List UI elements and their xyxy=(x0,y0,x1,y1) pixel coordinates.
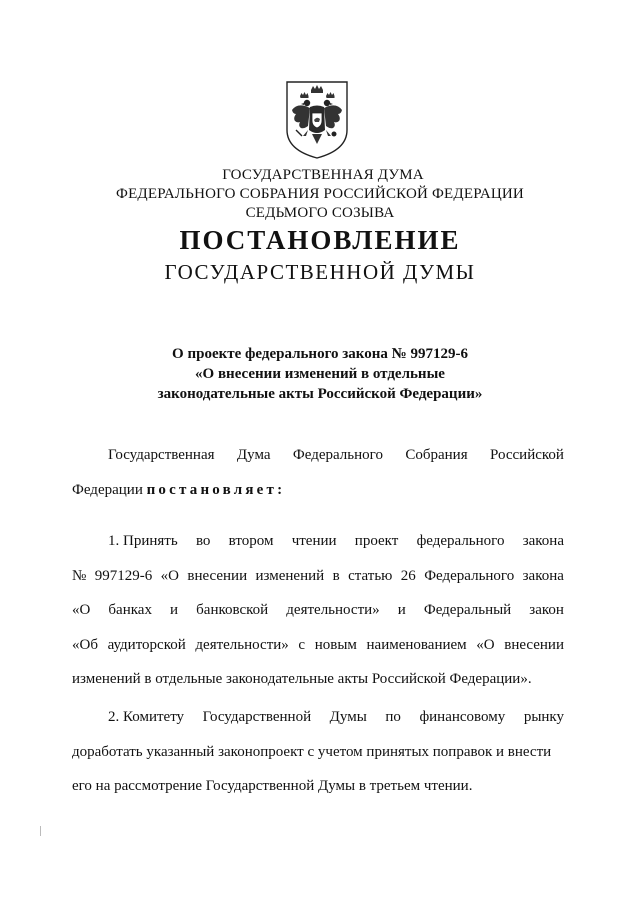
item-1-word: чтении xyxy=(291,533,337,549)
item-1-line-1 xyxy=(72,524,564,559)
item-2-word: 2. Комитету xyxy=(108,709,185,725)
item-1-word: «О xyxy=(160,567,179,584)
item-1-word: с xyxy=(298,636,306,653)
preamble-word: Собрания xyxy=(405,447,468,463)
item-1-word: деятельности» xyxy=(286,602,380,618)
item-1-word: Федерального xyxy=(424,567,515,584)
item-1-paragraph xyxy=(72,524,564,697)
item-1-word: Федеральный xyxy=(423,602,512,618)
preamble-word: Федерального xyxy=(292,447,383,463)
item-1-word: банках xyxy=(108,602,152,618)
preamble-line-2-start: Федерации xyxy=(72,481,143,498)
item-1-word: изменений xyxy=(255,567,325,584)
item-1-word: деятельности» xyxy=(195,636,289,653)
item-1-word: закона xyxy=(522,567,564,584)
item-1-word: 1. Принять xyxy=(108,533,178,549)
preamble-word: Российской xyxy=(490,447,564,463)
item-1-word: статью xyxy=(348,567,393,584)
margin-mark xyxy=(40,826,41,836)
document-subtitle: ГОСУДАРСТВЕННОЙ ДУМЫ xyxy=(164,260,476,284)
item-2-line-2: доработать указанный законопроект с учетом принятых поправок и внести xyxy=(72,743,552,760)
item-2-word: Думы xyxy=(329,709,367,725)
item-1-word: федерального xyxy=(416,533,505,549)
item-1-word: «Об xyxy=(72,636,98,653)
preamble-word: Государственная xyxy=(108,447,215,463)
item-2-line-3: его на рассмотрение Государственной Думы в третьем чтении. xyxy=(72,778,473,794)
preamble-line-2 xyxy=(72,473,564,508)
subject-line-1: О проекте федерального закона № 997129-6 xyxy=(172,346,468,362)
item-1-word: закон xyxy=(529,602,564,618)
item-1-word: внесении xyxy=(187,567,248,584)
item-1-line-4 xyxy=(72,628,564,663)
subject-line-3: законодательные акты Российской Федерации» xyxy=(157,386,483,402)
document-title: ПОСТАНОВЛЕНИЕ xyxy=(179,225,461,255)
preamble-paragraph xyxy=(72,438,564,507)
item-1-word: закона xyxy=(522,533,564,549)
header-line-1: ГОСУДАРСТВЕННАЯ ДУМА xyxy=(222,167,424,183)
item-1-line-2 xyxy=(72,559,564,594)
item-1-word: и xyxy=(397,602,406,618)
preamble-line-1 xyxy=(72,438,564,473)
item-1-word: «О xyxy=(476,636,495,653)
item-1-word: 997129-6 xyxy=(94,567,153,584)
item-2-word: Государственной xyxy=(202,709,312,725)
header-line-3: СЕДЬМОГО СОЗЫВА xyxy=(245,205,395,221)
item-1-word: внесении xyxy=(504,636,564,653)
item-1-word: «О xyxy=(72,602,91,618)
subject-line-2: «О внесении изменений в отдельные xyxy=(195,366,445,382)
preamble-word: Дума xyxy=(236,447,271,463)
item-2-paragraph xyxy=(72,700,564,804)
item-1-word: наименованием xyxy=(366,636,467,653)
item-1-word: втором xyxy=(228,533,274,549)
item-1-word: № xyxy=(72,567,87,584)
document-subject xyxy=(0,344,640,404)
item-1-word: банковской xyxy=(196,602,269,618)
item-1-word: 26 xyxy=(400,567,416,584)
issuer-header xyxy=(0,166,640,223)
item-2-word: по xyxy=(385,709,401,725)
item-1-word: и xyxy=(170,602,179,618)
item-2-word: финансовому xyxy=(419,709,506,725)
item-2-word: рынку xyxy=(523,709,564,725)
decree-word: постановляет: xyxy=(146,481,286,498)
item-1-word: аудиторской xyxy=(107,636,186,653)
item-1-word: новым xyxy=(314,636,357,653)
item-1-line-5: изменений в отдельные законодательные акты Российской Федерации». xyxy=(72,671,532,687)
item-1-word: во xyxy=(195,533,211,549)
item-2-line-1 xyxy=(72,700,564,735)
emblem-icon xyxy=(284,80,350,160)
item-1-word: в xyxy=(332,567,340,584)
item-1-line-3 xyxy=(72,593,564,628)
item-1-word: проект xyxy=(354,533,399,549)
header-line-2: ФЕДЕРАЛЬНОГО СОБРАНИЯ РОССИЙСКОЙ ФЕДЕРАЦИИ xyxy=(116,186,524,202)
